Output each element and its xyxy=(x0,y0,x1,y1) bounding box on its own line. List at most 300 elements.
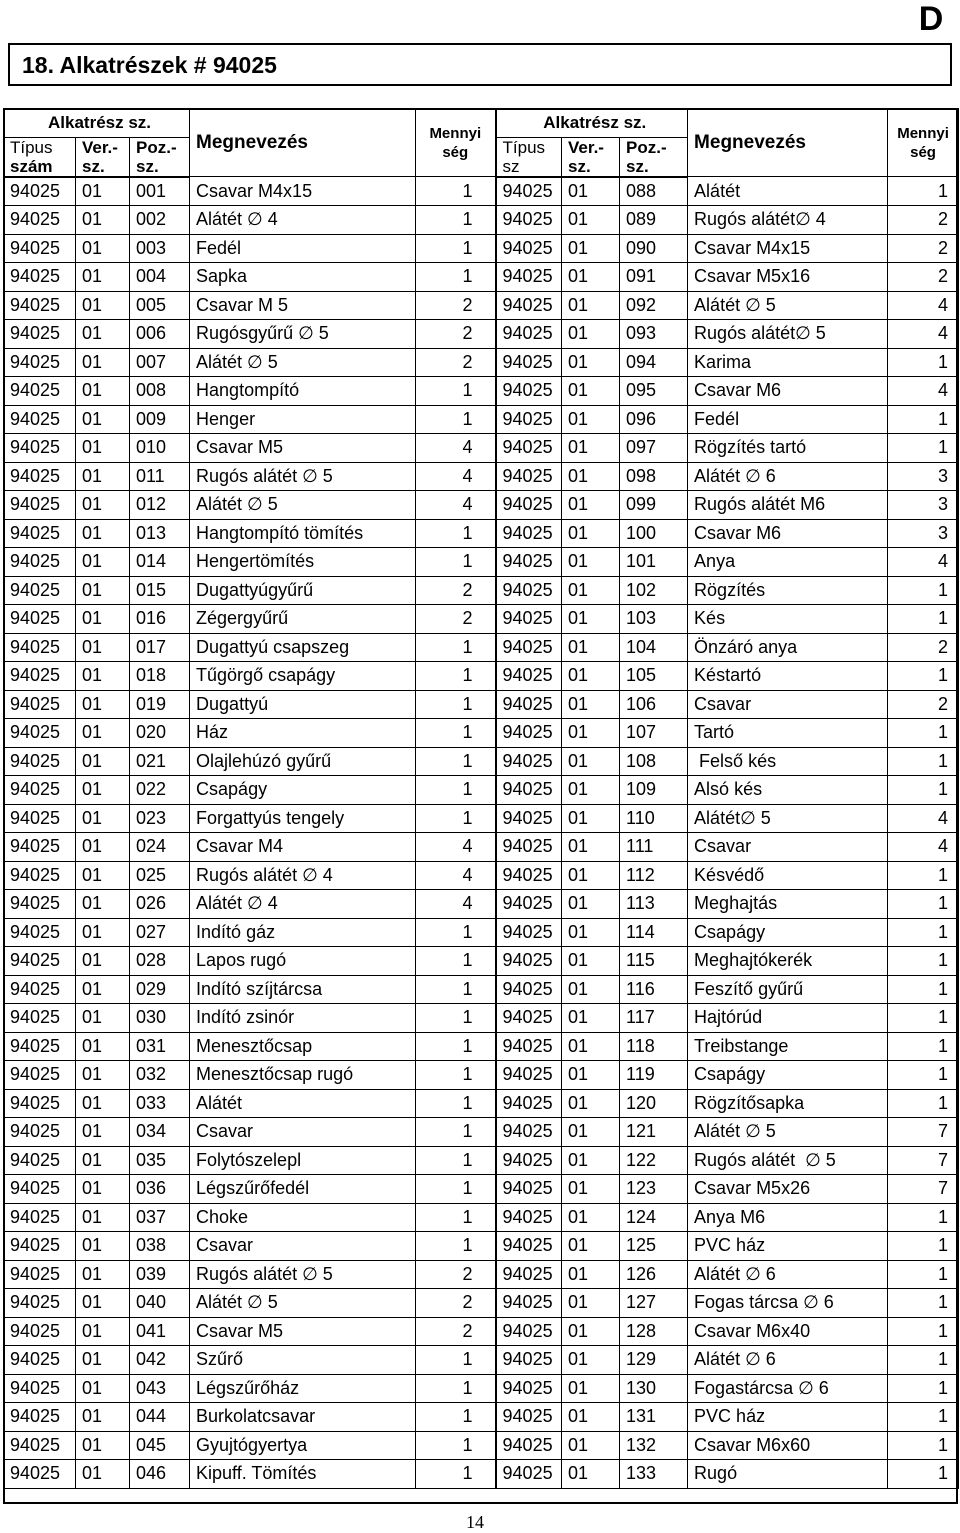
right-type-cell: 94025 xyxy=(496,491,562,520)
left-type-cell: 94025 xyxy=(4,662,76,691)
right-quantity-cell: 1 xyxy=(888,890,959,919)
header-qty-right-text: Mennyi ség xyxy=(897,124,949,161)
right-quantity-cell: 3 xyxy=(888,519,959,548)
table-row xyxy=(4,434,959,463)
left-name-cell: Rugós alátét ∅ 5 xyxy=(190,462,416,491)
left-quantity-cell: 1 xyxy=(416,206,496,235)
right-quantity-cell: 1 xyxy=(888,1032,959,1061)
left-name-cell: Rugós alátét ∅ 4 xyxy=(190,861,416,890)
left-quantity-cell: 1 xyxy=(416,1403,496,1432)
right-name-cell: Meghajtókerék xyxy=(688,947,888,976)
right-quantity-cell: 1 xyxy=(888,434,959,463)
right-quantity-cell: 3 xyxy=(888,491,959,520)
right-type-cell: 94025 xyxy=(496,890,562,919)
right-version-cell: 01 xyxy=(562,491,620,520)
right-position-cell: 095 xyxy=(620,377,688,406)
left-name-cell: Rugósgyűrű ∅ 5 xyxy=(190,320,416,349)
left-name-cell: Alátét ∅ 5 xyxy=(190,348,416,377)
header-qty-right xyxy=(888,109,959,177)
table-row xyxy=(4,1089,959,1118)
right-position-cell: 128 xyxy=(620,1317,688,1346)
left-position-cell: 038 xyxy=(130,1232,190,1261)
table-row xyxy=(4,833,959,862)
header-part-number-right: Alkatrész sz. xyxy=(496,109,688,138)
right-version-cell: 01 xyxy=(562,1289,620,1318)
right-name-cell: Késtartó xyxy=(688,662,888,691)
header-qty-left-text: Mennyi ség xyxy=(429,124,482,161)
right-version-cell: 01 xyxy=(562,348,620,377)
right-version-cell: 01 xyxy=(562,975,620,1004)
left-quantity-cell: 1 xyxy=(416,177,496,206)
right-quantity-cell: 1 xyxy=(888,776,959,805)
left-type-cell: 94025 xyxy=(4,519,76,548)
left-version-cell: 01 xyxy=(76,1374,130,1403)
right-quantity-cell: 1 xyxy=(888,662,959,691)
right-position-cell: 100 xyxy=(620,519,688,548)
left-version-cell: 01 xyxy=(76,576,130,605)
right-quantity-cell: 1 xyxy=(888,1004,959,1033)
right-quantity-cell: 1 xyxy=(888,1374,959,1403)
left-quantity-cell: 1 xyxy=(416,662,496,691)
right-type-cell: 94025 xyxy=(496,1260,562,1289)
right-quantity-cell: 1 xyxy=(888,1089,959,1118)
table-row xyxy=(4,1260,959,1289)
right-version-cell: 01 xyxy=(562,377,620,406)
table-row xyxy=(4,405,959,434)
left-position-cell: 016 xyxy=(130,605,190,634)
left-type-cell: 94025 xyxy=(4,918,76,947)
left-position-cell: 046 xyxy=(130,1460,190,1489)
right-quantity-cell: 7 xyxy=(888,1175,959,1204)
left-name-cell: Dugattyúgyűrű xyxy=(190,576,416,605)
right-version-cell: 01 xyxy=(562,263,620,292)
right-name-cell: Késvédő xyxy=(688,861,888,890)
right-position-cell: 094 xyxy=(620,348,688,377)
left-type-cell: 94025 xyxy=(4,1004,76,1033)
right-quantity-cell: 1 xyxy=(888,348,959,377)
right-version-cell: 01 xyxy=(562,890,620,919)
table-row xyxy=(4,1289,959,1318)
right-name-cell: Csavar M6x40 xyxy=(688,1317,888,1346)
left-position-cell: 028 xyxy=(130,947,190,976)
right-quantity-cell: 1 xyxy=(888,1289,959,1318)
table-row xyxy=(4,1346,959,1375)
right-position-cell: 096 xyxy=(620,405,688,434)
right-position-cell: 090 xyxy=(620,234,688,263)
left-name-cell: Légszűrőfedél xyxy=(190,1175,416,1204)
right-name-cell: Alsó kés xyxy=(688,776,888,805)
left-type-cell: 94025 xyxy=(4,833,76,862)
right-position-cell: 121 xyxy=(620,1118,688,1147)
left-name-cell: Gyujtógyertya xyxy=(190,1431,416,1460)
header-tipus-right-label: Típus xyxy=(502,137,546,157)
table-row xyxy=(4,605,959,634)
left-type-cell: 94025 xyxy=(4,776,76,805)
left-version-cell: 01 xyxy=(76,320,130,349)
left-name-cell: Alátét xyxy=(190,1089,416,1118)
right-position-cell: 097 xyxy=(620,434,688,463)
right-type-cell: 94025 xyxy=(496,1346,562,1375)
left-quantity-cell: 1 xyxy=(416,975,496,1004)
left-type-cell: 94025 xyxy=(4,405,76,434)
right-name-cell: Rögzítés tartó xyxy=(688,434,888,463)
left-position-cell: 045 xyxy=(130,1431,190,1460)
right-name-cell: Alátét xyxy=(688,177,888,206)
right-name-cell: Csavar M6 xyxy=(688,377,888,406)
left-version-cell: 01 xyxy=(76,1260,130,1289)
left-position-cell: 027 xyxy=(130,918,190,947)
right-type-cell: 94025 xyxy=(496,1317,562,1346)
table-row xyxy=(4,377,959,406)
right-version-cell: 01 xyxy=(562,405,620,434)
left-type-cell: 94025 xyxy=(4,462,76,491)
left-position-cell: 017 xyxy=(130,633,190,662)
right-position-cell: 113 xyxy=(620,890,688,919)
left-type-cell: 94025 xyxy=(4,291,76,320)
left-type-cell: 94025 xyxy=(4,1317,76,1346)
table-row xyxy=(4,947,959,976)
left-type-cell: 94025 xyxy=(4,861,76,890)
right-version-cell: 01 xyxy=(562,576,620,605)
left-position-cell: 021 xyxy=(130,747,190,776)
right-position-cell: 099 xyxy=(620,491,688,520)
right-type-cell: 94025 xyxy=(496,804,562,833)
left-name-cell: Zégergyűrű xyxy=(190,605,416,634)
right-quantity-cell: 2 xyxy=(888,206,959,235)
left-position-cell: 039 xyxy=(130,1260,190,1289)
right-position-cell: 130 xyxy=(620,1374,688,1403)
left-position-cell: 008 xyxy=(130,377,190,406)
right-position-cell: 112 xyxy=(620,861,688,890)
right-name-cell: Alátét ∅ 6 xyxy=(688,1346,888,1375)
right-position-cell: 116 xyxy=(620,975,688,1004)
left-quantity-cell: 2 xyxy=(416,1289,496,1318)
right-quantity-cell: 1 xyxy=(888,1431,959,1460)
left-quantity-cell: 1 xyxy=(416,804,496,833)
left-quantity-cell: 1 xyxy=(416,1175,496,1204)
right-type-cell: 94025 xyxy=(496,177,562,206)
left-version-cell: 01 xyxy=(76,405,130,434)
right-version-cell: 01 xyxy=(562,434,620,463)
left-version-cell: 01 xyxy=(76,348,130,377)
left-type-cell: 94025 xyxy=(4,1460,76,1489)
left-quantity-cell: 1 xyxy=(416,947,496,976)
left-version-cell: 01 xyxy=(76,1289,130,1318)
left-type-cell: 94025 xyxy=(4,263,76,292)
left-quantity-cell: 1 xyxy=(416,1032,496,1061)
left-version-cell: 01 xyxy=(76,1203,130,1232)
right-version-cell: 01 xyxy=(562,1175,620,1204)
left-type-cell: 94025 xyxy=(4,1203,76,1232)
right-position-cell: 129 xyxy=(620,1346,688,1375)
right-name-cell: Alátét ∅ 6 xyxy=(688,462,888,491)
left-version-cell: 01 xyxy=(76,377,130,406)
right-version-cell: 01 xyxy=(562,947,620,976)
left-quantity-cell: 1 xyxy=(416,405,496,434)
left-version-cell: 01 xyxy=(76,1061,130,1090)
right-position-cell: 123 xyxy=(620,1175,688,1204)
left-quantity-cell: 1 xyxy=(416,776,496,805)
left-position-cell: 029 xyxy=(130,975,190,1004)
right-version-cell: 01 xyxy=(562,1374,620,1403)
right-type-cell: 94025 xyxy=(496,1146,562,1175)
left-type-cell: 94025 xyxy=(4,434,76,463)
header-tipus-left-label: Típus xyxy=(10,137,53,157)
left-type-cell: 94025 xyxy=(4,1260,76,1289)
right-version-cell: 01 xyxy=(562,776,620,805)
page-title: 18. Alkatrészek # 94025 xyxy=(22,52,277,78)
left-quantity-cell: 1 xyxy=(416,1146,496,1175)
right-name-cell: Alátét∅ 5 xyxy=(688,804,888,833)
left-version-cell: 01 xyxy=(76,462,130,491)
left-type-cell: 94025 xyxy=(4,690,76,719)
table-row xyxy=(4,975,959,1004)
left-type-cell: 94025 xyxy=(4,348,76,377)
left-position-cell: 043 xyxy=(130,1374,190,1403)
left-version-cell: 01 xyxy=(76,206,130,235)
left-quantity-cell: 1 xyxy=(416,1118,496,1147)
left-version-cell: 01 xyxy=(76,719,130,748)
table-row xyxy=(4,804,959,833)
left-quantity-cell: 1 xyxy=(416,1203,496,1232)
right-name-cell: Tartó xyxy=(688,719,888,748)
left-quantity-cell: 1 xyxy=(416,1460,496,1489)
table-row xyxy=(4,747,959,776)
left-quantity-cell: 1 xyxy=(416,690,496,719)
right-position-cell: 103 xyxy=(620,605,688,634)
right-version-cell: 01 xyxy=(562,1431,620,1460)
left-type-cell: 94025 xyxy=(4,1175,76,1204)
right-type-cell: 94025 xyxy=(496,975,562,1004)
left-name-cell: Dugattyú csapszeg xyxy=(190,633,416,662)
table-row xyxy=(4,1118,959,1147)
right-name-cell: Csavar M5x16 xyxy=(688,263,888,292)
left-quantity-cell: 1 xyxy=(416,263,496,292)
right-position-cell: 122 xyxy=(620,1146,688,1175)
right-quantity-cell: 1 xyxy=(888,918,959,947)
left-name-cell: Henger xyxy=(190,405,416,434)
header-tipus-left xyxy=(4,137,76,177)
left-name-cell: Menesztőcsap xyxy=(190,1032,416,1061)
right-name-cell: Csavar M6x60 xyxy=(688,1431,888,1460)
left-version-cell: 01 xyxy=(76,1118,130,1147)
right-quantity-cell: 1 xyxy=(888,576,959,605)
left-position-cell: 030 xyxy=(130,1004,190,1033)
table-row xyxy=(4,548,959,577)
left-position-cell: 041 xyxy=(130,1317,190,1346)
right-type-cell: 94025 xyxy=(496,1431,562,1460)
left-version-cell: 01 xyxy=(76,263,130,292)
right-position-cell: 133 xyxy=(620,1460,688,1489)
left-name-cell: Légszűrőház xyxy=(190,1374,416,1403)
right-version-cell: 01 xyxy=(562,1146,620,1175)
left-position-cell: 034 xyxy=(130,1118,190,1147)
left-quantity-cell: 2 xyxy=(416,1317,496,1346)
left-position-cell: 037 xyxy=(130,1203,190,1232)
left-version-cell: 01 xyxy=(76,519,130,548)
left-position-cell: 026 xyxy=(130,890,190,919)
table-row xyxy=(4,1317,959,1346)
right-name-cell: Hajtórúd xyxy=(688,1004,888,1033)
left-name-cell: Kipuff. Tömítés xyxy=(190,1460,416,1489)
right-version-cell: 01 xyxy=(562,320,620,349)
left-position-cell: 040 xyxy=(130,1289,190,1318)
left-name-cell: Forgattyús tengely xyxy=(190,804,416,833)
right-position-cell: 118 xyxy=(620,1032,688,1061)
left-version-cell: 01 xyxy=(76,890,130,919)
right-quantity-cell: 1 xyxy=(888,1317,959,1346)
left-type-cell: 94025 xyxy=(4,1089,76,1118)
right-position-cell: 106 xyxy=(620,690,688,719)
left-type-cell: 94025 xyxy=(4,1118,76,1147)
left-type-cell: 94025 xyxy=(4,633,76,662)
left-name-cell: Tűgörgő csapágy xyxy=(190,662,416,691)
right-quantity-cell: 1 xyxy=(888,405,959,434)
header-ver-right: Ver.- sz. xyxy=(562,137,620,177)
right-name-cell: Csapágy xyxy=(688,918,888,947)
right-version-cell: 01 xyxy=(562,918,620,947)
right-name-cell: Alátét ∅ 6 xyxy=(688,1260,888,1289)
right-position-cell: 119 xyxy=(620,1061,688,1090)
right-name-cell: Meghajtás xyxy=(688,890,888,919)
left-position-cell: 042 xyxy=(130,1346,190,1375)
table-row xyxy=(4,719,959,748)
right-quantity-cell: 1 xyxy=(888,1061,959,1090)
header-poz-left: Poz.- sz. xyxy=(130,137,190,177)
left-version-cell: 01 xyxy=(76,1403,130,1432)
left-quantity-cell: 1 xyxy=(416,918,496,947)
right-version-cell: 01 xyxy=(562,177,620,206)
right-name-cell: PVC ház xyxy=(688,1403,888,1432)
header-tipus-right xyxy=(496,137,562,177)
left-position-cell: 015 xyxy=(130,576,190,605)
right-type-cell: 94025 xyxy=(496,605,562,634)
right-position-cell: 092 xyxy=(620,291,688,320)
right-type-cell: 94025 xyxy=(496,206,562,235)
left-position-cell: 007 xyxy=(130,348,190,377)
right-name-cell: Felső kés xyxy=(688,747,888,776)
left-name-cell: Folytószelepl xyxy=(190,1146,416,1175)
right-position-cell: 089 xyxy=(620,206,688,235)
right-type-cell: 94025 xyxy=(496,234,562,263)
left-quantity-cell: 4 xyxy=(416,890,496,919)
left-version-cell: 01 xyxy=(76,833,130,862)
left-position-cell: 004 xyxy=(130,263,190,292)
left-position-cell: 032 xyxy=(130,1061,190,1090)
left-position-cell: 033 xyxy=(130,1089,190,1118)
right-version-cell: 01 xyxy=(562,1460,620,1489)
left-type-cell: 94025 xyxy=(4,1032,76,1061)
right-version-cell: 01 xyxy=(562,605,620,634)
right-type-cell: 94025 xyxy=(496,776,562,805)
table-row xyxy=(4,1431,959,1460)
right-name-cell: Önzáró anya xyxy=(688,633,888,662)
right-position-cell: 098 xyxy=(620,462,688,491)
table-row xyxy=(4,206,959,235)
table-row xyxy=(4,776,959,805)
left-version-cell: 01 xyxy=(76,491,130,520)
right-version-cell: 01 xyxy=(562,1061,620,1090)
left-type-cell: 94025 xyxy=(4,548,76,577)
table-row xyxy=(4,491,959,520)
parts-table-body xyxy=(4,177,959,1489)
right-name-cell: Csavar M4x15 xyxy=(688,234,888,263)
right-quantity-cell: 4 xyxy=(888,377,959,406)
right-name-cell: Karima xyxy=(688,348,888,377)
left-type-cell: 94025 xyxy=(4,377,76,406)
right-position-cell: 126 xyxy=(620,1260,688,1289)
table-row xyxy=(4,1175,959,1204)
right-type-cell: 94025 xyxy=(496,1289,562,1318)
right-type-cell: 94025 xyxy=(496,1460,562,1489)
left-type-cell: 94025 xyxy=(4,804,76,833)
left-quantity-cell: 2 xyxy=(416,576,496,605)
right-type-cell: 94025 xyxy=(496,747,562,776)
right-version-cell: 01 xyxy=(562,633,620,662)
table-row xyxy=(4,1460,959,1489)
left-version-cell: 01 xyxy=(76,434,130,463)
right-position-cell: 104 xyxy=(620,633,688,662)
left-quantity-cell: 1 xyxy=(416,519,496,548)
right-version-cell: 01 xyxy=(562,234,620,263)
left-type-cell: 94025 xyxy=(4,890,76,919)
left-quantity-cell: 1 xyxy=(416,1061,496,1090)
left-quantity-cell: 1 xyxy=(416,1089,496,1118)
header-part-number-left: Alkatrész sz. xyxy=(4,109,190,138)
left-position-cell: 036 xyxy=(130,1175,190,1204)
left-name-cell: Olajlehúzó gyűrű xyxy=(190,747,416,776)
right-type-cell: 94025 xyxy=(496,947,562,976)
left-type-cell: 94025 xyxy=(4,1346,76,1375)
right-name-cell: Csavar xyxy=(688,690,888,719)
right-position-cell: 124 xyxy=(620,1203,688,1232)
right-type-cell: 94025 xyxy=(496,1374,562,1403)
right-position-cell: 105 xyxy=(620,662,688,691)
left-position-cell: 022 xyxy=(130,776,190,805)
right-type-cell: 94025 xyxy=(496,1403,562,1432)
left-version-cell: 01 xyxy=(76,1175,130,1204)
right-version-cell: 01 xyxy=(562,662,620,691)
left-name-cell: Menesztőcsap rugó xyxy=(190,1061,416,1090)
right-quantity-cell: 1 xyxy=(888,975,959,1004)
right-quantity-cell: 1 xyxy=(888,719,959,748)
left-name-cell: Burkolatcsavar xyxy=(190,1403,416,1432)
left-version-cell: 01 xyxy=(76,1146,130,1175)
left-quantity-cell: 4 xyxy=(416,833,496,862)
left-type-cell: 94025 xyxy=(4,1431,76,1460)
left-type-cell: 94025 xyxy=(4,1146,76,1175)
header-row-group xyxy=(4,109,959,138)
right-position-cell: 102 xyxy=(620,576,688,605)
left-name-cell: Csapágy xyxy=(190,776,416,805)
left-version-cell: 01 xyxy=(76,605,130,634)
table-row xyxy=(4,1032,959,1061)
right-name-cell: Fedél xyxy=(688,405,888,434)
left-position-cell: 020 xyxy=(130,719,190,748)
right-position-cell: 131 xyxy=(620,1403,688,1432)
right-type-cell: 94025 xyxy=(496,1175,562,1204)
right-version-cell: 01 xyxy=(562,206,620,235)
right-type-cell: 94025 xyxy=(496,1232,562,1261)
right-type-cell: 94025 xyxy=(496,576,562,605)
table-row xyxy=(4,1403,959,1432)
table-row xyxy=(4,633,959,662)
left-type-cell: 94025 xyxy=(4,177,76,206)
left-version-cell: 01 xyxy=(76,548,130,577)
left-name-cell: Alátét ∅ 5 xyxy=(190,491,416,520)
right-name-cell: Fogas tárcsa ∅ 6 xyxy=(688,1289,888,1318)
right-type-cell: 94025 xyxy=(496,1118,562,1147)
